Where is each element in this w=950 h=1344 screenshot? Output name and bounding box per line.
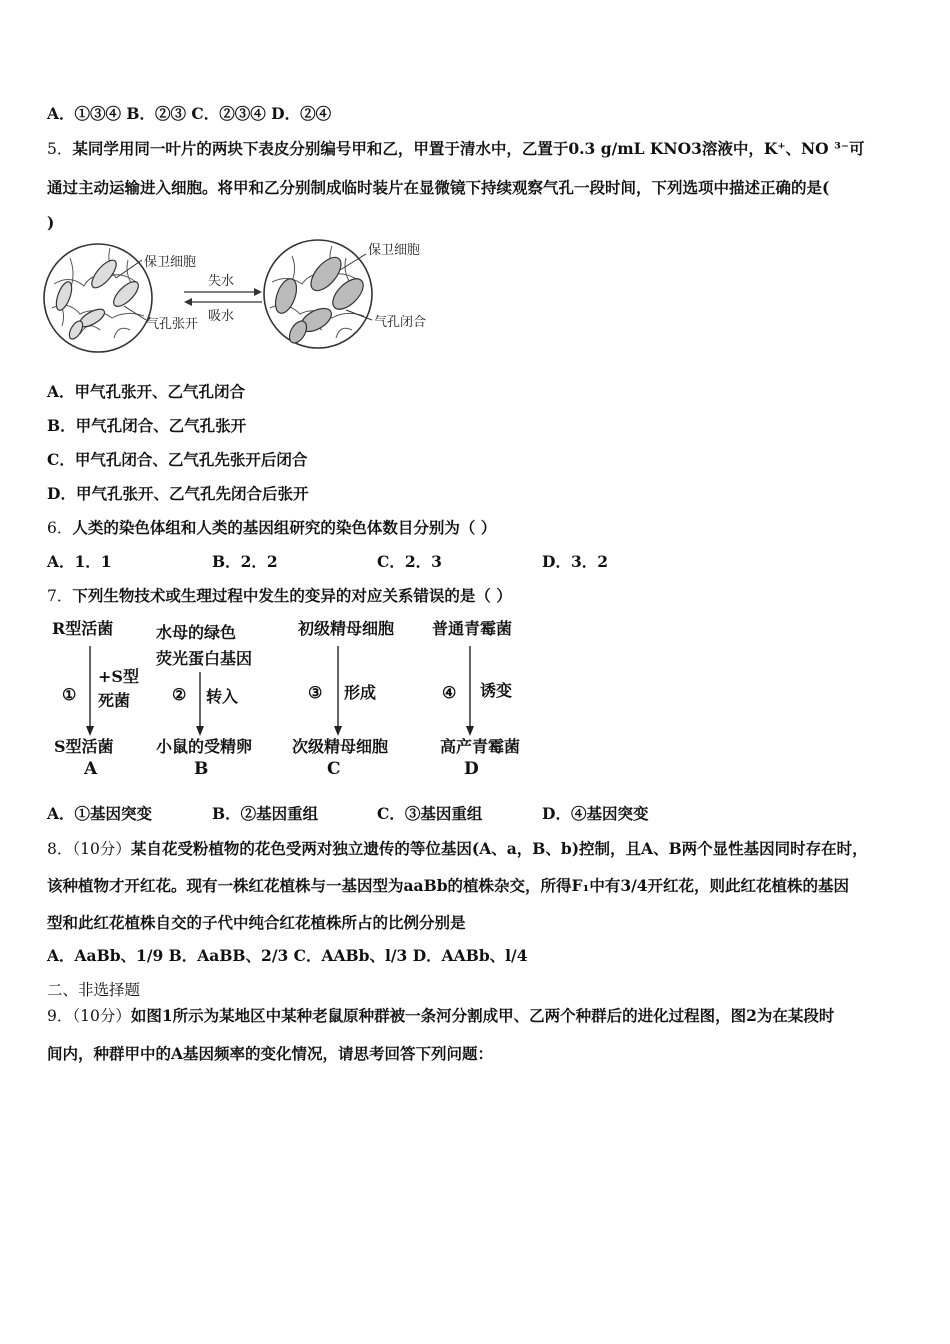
q5-stem-line-1 bbox=[47, 137, 865, 159]
q7-option-c: C．③基因重组 bbox=[377, 804, 483, 823]
fig-a-bottom: S型活菌 bbox=[54, 737, 114, 756]
q9-stem-line-1 bbox=[47, 1004, 834, 1026]
fig-a-side-2: 死菌 bbox=[98, 691, 131, 710]
fig-b-top-1: 水母的绿色 bbox=[156, 623, 237, 642]
q9-stem-2: 间内，种群甲中的A基因频率的变化情况，请思考回答下列问题： bbox=[47, 1044, 494, 1063]
fig-b-num: ② bbox=[172, 685, 187, 704]
q7-stem: 下列生物技术或生理过程中发生的变异的对应关系错误的是（ ） bbox=[72, 586, 512, 605]
stomata-figure bbox=[40, 234, 460, 364]
q5-number: 5． bbox=[47, 140, 73, 158]
q7-option-b: B．②基因重组 bbox=[212, 804, 319, 823]
q8-stem-line-1 bbox=[47, 837, 868, 859]
q6-option-a: A．1．1 bbox=[47, 552, 112, 571]
q5-option-c: C．甲气孔闭合、乙气孔先张开后闭合 bbox=[47, 450, 308, 469]
fig-d-num: ④ bbox=[442, 683, 457, 702]
q6-number: 6． bbox=[47, 519, 73, 537]
fig-a-num: ① bbox=[62, 685, 77, 704]
left-label-guard-cell: 保卫细胞 bbox=[144, 255, 197, 270]
q8-stem-2: 该种植物才开红花。现有一株红花植株与一基因型为aaBb的植株杂交，所得F₁中有3/4开红花，则此红花植株的基因 bbox=[47, 876, 850, 895]
q6-option-d: D．3．2 bbox=[542, 552, 609, 571]
q7-stem-line bbox=[47, 584, 512, 606]
arrow-label-absorb-water: 吸水 bbox=[208, 309, 235, 324]
fig-a-top: R型活菌 bbox=[52, 619, 114, 638]
q5-option-a: A．甲气孔张开、乙气孔闭合 bbox=[47, 382, 246, 401]
q8-number: 8． bbox=[47, 840, 73, 858]
fig-b-side: 转入 bbox=[206, 687, 239, 706]
left-label-stoma-open: 气孔张开 bbox=[146, 317, 199, 332]
right-label-guard-cell: 保卫细胞 bbox=[368, 243, 421, 258]
fig-d-side: 诱变 bbox=[480, 681, 513, 700]
q5-stem-2: 通过主动运输进入细胞。将甲和乙分别制成临时装片在显微镜下持续观察气孔一段时间，下列选项中描述正确的是( bbox=[47, 178, 830, 197]
fig-a-side-1: +S型 bbox=[98, 667, 139, 686]
q6-stem-line bbox=[47, 516, 496, 538]
q5-stem-3: ) bbox=[47, 213, 55, 232]
fig-d-top: 普通青霉菌 bbox=[432, 619, 513, 638]
q9-number: 9． bbox=[47, 1007, 73, 1025]
fig-d-bottom: 高产青霉菌 bbox=[440, 737, 521, 756]
variation-figure bbox=[40, 610, 540, 790]
q8-options: A．AaBb、1/9 B．AaBB、2/3 C．AABb、l/3 D．AABb、l/4 bbox=[47, 946, 528, 965]
q8-stem-1: 某自花受粉植物的花色受两对独立遗传的等位基因(A、a，B、b)控制，且A、B两个显性基因同时存在时， bbox=[130, 839, 868, 858]
q5-option-d: D．甲气孔张开、乙气孔先闭合后张开 bbox=[47, 484, 309, 503]
fig-c-bottom: 次级精母细胞 bbox=[292, 737, 389, 756]
fig-a-letter: A bbox=[84, 759, 98, 779]
q8-score: （10分） bbox=[72, 840, 131, 858]
q9-stem-1: 如图1所示为某地区中某种老鼠原种群被一条河分割成甲、乙两个种群后的进化过程图，图2为在某段时 bbox=[130, 1006, 835, 1025]
arrow-label-lose-water: 失水 bbox=[208, 274, 235, 289]
section-2-heading: 二、非选择题 bbox=[47, 981, 141, 999]
fig-c-arrow bbox=[334, 726, 342, 736]
q6-option-b: B．2．2 bbox=[212, 552, 278, 571]
transition-arrows bbox=[184, 288, 262, 306]
q7-option-a: A．①基因突变 bbox=[47, 804, 153, 823]
fig-c-num: ③ bbox=[308, 683, 323, 702]
q7-option-d: D．④基因突变 bbox=[542, 804, 649, 823]
q4-options: A．①③④ B．②③ C．②③④ D．②④ bbox=[47, 104, 332, 123]
fig-c-top: 初级精母细胞 bbox=[298, 619, 395, 638]
fig-c-letter: C bbox=[327, 759, 341, 779]
fig-d-arrow bbox=[466, 726, 474, 736]
fig-c-side: 形成 bbox=[344, 683, 377, 702]
right-label-stoma-closed: 气孔闭合 bbox=[374, 315, 427, 330]
q5-stem-1: 某同学用同一叶片的两块下表皮分别编号甲和乙，甲置于清水中，乙置于0.3 g/mL KNO3溶液中，K⁺、NO ³⁻可 bbox=[72, 139, 865, 158]
stomata-closed-diagram bbox=[264, 240, 372, 348]
fig-d-letter: D bbox=[464, 759, 479, 779]
q9-score: （10分） bbox=[72, 1007, 131, 1025]
q6-option-c: C．2．3 bbox=[377, 552, 442, 571]
stomata-open-diagram bbox=[44, 244, 152, 352]
fig-b-arrow bbox=[196, 726, 204, 736]
q6-stem: 人类的染色体组和人类的基因组研究的染色体数目分别为（ ） bbox=[72, 518, 497, 537]
fig-b-letter: B bbox=[194, 759, 209, 779]
fig-b-top-2: 荧光蛋白基因 bbox=[156, 649, 253, 668]
q7-number: 7． bbox=[47, 587, 73, 605]
fig-a-arrow bbox=[86, 726, 94, 736]
fig-b-bottom: 小鼠的受精卵 bbox=[156, 737, 253, 756]
q8-stem-3: 型和此红花植株自交的子代中纯合红花植株所占的比例分别是 bbox=[47, 913, 466, 932]
q5-option-b: B．甲气孔闭合、乙气孔张开 bbox=[47, 416, 247, 435]
